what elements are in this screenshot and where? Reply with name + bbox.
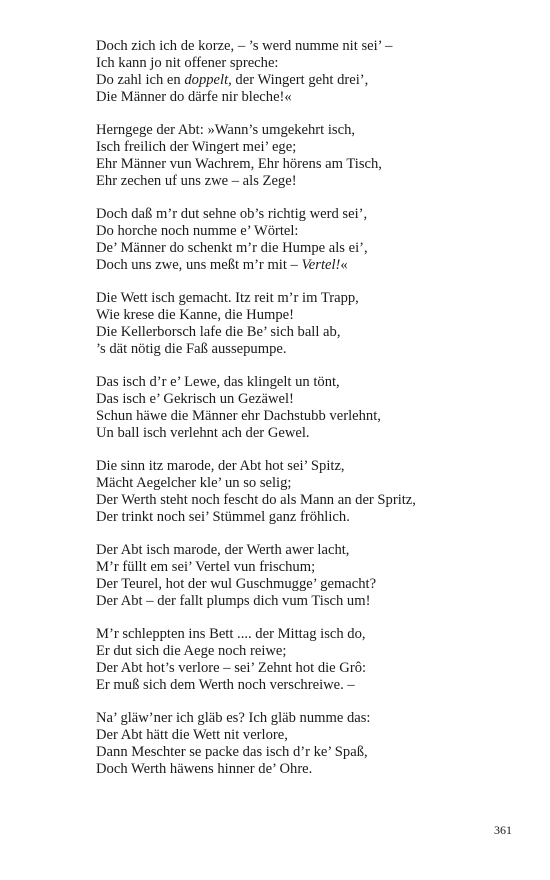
poem-line: Na’ gläw’ner ich gläb es? Ich gläb numme das: [96, 710, 371, 726]
poem-line: Wie krese die Kanne, die Humpe! [96, 307, 294, 323]
poem-line: Die sinn itz marode, der Abt hot sei’ Spitz, [96, 458, 345, 474]
poem-line: Das isch e’ Gekrisch un Gezäwel! [96, 391, 294, 407]
line-segment: Do zahl ich en [96, 72, 185, 88]
poem-line: ’s dät nötig die Faß aussepumpe. [96, 341, 287, 357]
stanza [96, 626, 516, 694]
poem-line: Un ball isch verlehnt ach der Gewel. [96, 425, 310, 441]
poem-line: Herngege der Abt: »Wann’s umgekehrt isch, [96, 122, 356, 138]
poem-line: Dann Meschter se packe das isch d’r ke’ Spaß, [96, 744, 368, 760]
poem-line: Die Wett isch gemacht. Itz reit m’r im Trapp, [96, 290, 359, 306]
stanza [96, 458, 516, 526]
stanza [96, 122, 516, 190]
poem-line: De’ Männer do schenkt m’r die Humpe als ei’, [96, 240, 368, 256]
poem-line: Ich kann jo nit offener spreche: [96, 55, 279, 71]
poem-line: Er muß sich dem Werth noch verschreiwe. – [96, 677, 355, 693]
page-number: 361 [494, 823, 512, 837]
stanza [96, 206, 516, 274]
poem-line [96, 257, 516, 274]
poem-line: Ehr Männer vun Wachrem, Ehr hörens am Tisch, [96, 156, 382, 172]
poem-line: Doch daß m’r dut sehne ob’s richtig werd sei’, [96, 206, 368, 222]
poem-line: Er dut sich die Aege noch reiwe; [96, 643, 287, 659]
italic-segment: Vertel! [301, 257, 341, 273]
poem-line: M’r füllt em sei’ Vertel vun frischum; [96, 559, 316, 575]
poem-line: Der Abt hot’s verlore – sei’ Zehnt hot die Grô: [96, 660, 367, 676]
poem [96, 38, 516, 794]
poem-line: Die Männer do därfe nir bleche!« [96, 89, 292, 105]
line-segment: der Wingert geht drei’, [231, 72, 369, 88]
stanza [96, 710, 516, 778]
poem-line: Schun häwe die Männer ehr Dachstubb verlehnt, [96, 408, 381, 424]
stanza [96, 542, 516, 610]
poem-line: Der Teurel, hot der wul Guschmugge’ gemacht? [96, 576, 377, 592]
poem-line: Isch freilich der Wingert mei’ ege; [96, 139, 297, 155]
poem-line: Der Werth steht noch fescht do als Mann an der Spritz, [96, 492, 416, 508]
poem-line: Die Kellerborsch lafe die Be’ sich ball ab, [96, 324, 341, 340]
poem-line [96, 72, 516, 89]
poem-line: Mächt Aegelcher kle’ un so selig; [96, 475, 292, 491]
stanza [96, 38, 516, 106]
poem-line: Do horche noch numme e’ Wörtel: [96, 223, 299, 239]
line-segment: Doch uns zwe, uns meßt m’r mit – [96, 257, 302, 273]
poem-line: Doch zich ich de korze, – ’s werd numme nit sei’ – [96, 38, 393, 54]
poem-line: Der Abt hätt die Wett nit verlore, [96, 727, 288, 743]
poem-line: Der Abt – der fallt plumps dich vum Tisch um! [96, 593, 371, 609]
stanza [96, 290, 516, 358]
poem-line: Ehr zechen uf uns zwe – als Zege! [96, 173, 297, 189]
poem-line: Der trinkt noch sei’ Stümmel ganz fröhlich. [96, 509, 350, 525]
italic-segment: doppelt, [184, 72, 232, 88]
poem-line: M’r schleppten ins Bett .... der Mittag isch do, [96, 626, 366, 642]
poem-line: Der Abt isch marode, der Werth awer lacht, [96, 542, 350, 558]
poem-line: Doch Werth häwens hinner de’ Ohre. [96, 761, 313, 777]
poem-line: Das isch d’r e’ Lewe, das klingelt un tönt, [96, 374, 340, 390]
stanza [96, 374, 516, 442]
line-segment: « [340, 257, 348, 273]
